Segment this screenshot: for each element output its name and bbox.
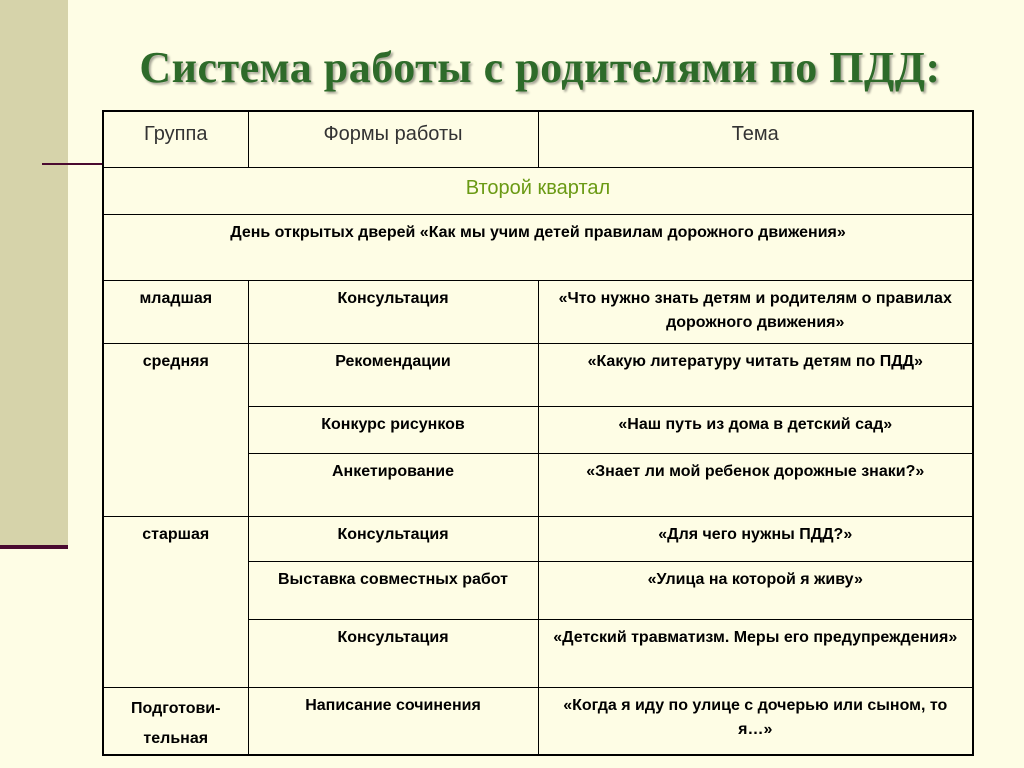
form-cell: Рекомендации bbox=[248, 343, 538, 406]
group-cell: старшая bbox=[103, 516, 248, 687]
group-cell-line: Подготови- bbox=[131, 699, 221, 717]
table-row bbox=[103, 280, 973, 343]
group-cell: средняя bbox=[103, 343, 248, 516]
form-cell: Консультация bbox=[248, 516, 538, 561]
table-row bbox=[103, 516, 973, 561]
theme-cell: «Детский травматизм. Меры его предупреждения» bbox=[538, 619, 973, 687]
side-decor-line bbox=[0, 545, 68, 549]
group-cell: младшая bbox=[103, 280, 248, 343]
header-theme: Тема bbox=[538, 111, 973, 167]
theme-cell: «Какую литературу читать детям по ПДД» bbox=[538, 343, 973, 406]
header-forms: Формы работы bbox=[248, 111, 538, 167]
form-cell: Конкурс рисунков bbox=[248, 406, 538, 453]
theme-cell: «Для чего нужны ПДД?» bbox=[538, 516, 973, 561]
title-rule-left bbox=[42, 163, 104, 165]
quarter-label: Второй квартал bbox=[103, 167, 973, 214]
table-header-row bbox=[103, 111, 973, 167]
open-day-label: День открытых дверей «Как мы учим детей правилам дорожного движения» bbox=[103, 214, 973, 280]
form-cell: Анкетирование bbox=[248, 453, 538, 516]
group-cell-line: тельная bbox=[143, 729, 209, 747]
form-cell: Написание сочинения bbox=[248, 687, 538, 755]
theme-cell: «Что нужно знать детям и родителям о правилах дорожного движения» bbox=[538, 280, 973, 343]
theme-cell: «Когда я иду по улице с дочерью или сыном, то я…» bbox=[538, 687, 973, 755]
form-cell: Консультация bbox=[248, 280, 538, 343]
table-row bbox=[103, 343, 973, 406]
group-cell bbox=[103, 687, 248, 755]
open-day-row bbox=[103, 214, 973, 280]
plan-table bbox=[102, 110, 974, 756]
page-title: Система работы с родителями по ПДД: bbox=[139, 43, 941, 92]
header-group: Группа bbox=[103, 111, 248, 167]
quarter-row bbox=[103, 167, 973, 214]
theme-cell: «Знает ли мой ребенок дорожные знаки?» bbox=[538, 453, 973, 516]
theme-cell: «Улица на которой я живу» bbox=[538, 561, 973, 619]
form-cell: Консультация bbox=[248, 619, 538, 687]
form-cell: Выставка совместных работ bbox=[248, 561, 538, 619]
table-row bbox=[103, 687, 973, 755]
theme-cell: «Наш путь из дома в детский сад» bbox=[538, 406, 973, 453]
